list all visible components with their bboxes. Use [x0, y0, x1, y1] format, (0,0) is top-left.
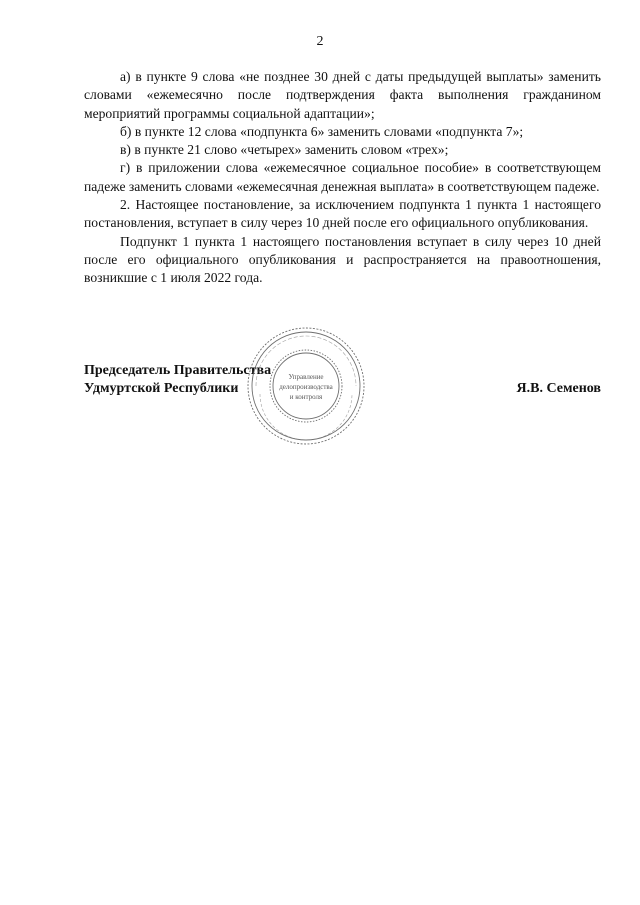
official-stamp-seal: [244, 324, 368, 448]
paragraph-amendment-a: а) в пункте 9 слова «не позднее 30 дней с даты предыдущей выплаты» заменить словами «ежемесячно после подтверждения факта выполнения гражданином мероприятий программы социальной адаптации»;: [84, 69, 601, 121]
document-body: [84, 68, 601, 288]
stamp-text-line3: и контроля: [289, 393, 323, 401]
signatory-position-line1: Председатель Правительства: [84, 363, 272, 378]
signatory-position-line2: Удмуртской Республики: [84, 381, 239, 396]
paragraph-amendment-v: в) в пункте 21 слово «четырех» заменить словом «трех»;: [120, 142, 449, 158]
page-number: 2: [316, 34, 324, 49]
signatory-name: Я.В. Семенов: [516, 381, 601, 396]
paragraph-effective-date: 2. Настоящее постановление, за исключением подпункта 1 пункта 1 настоящего постановления, вступает в силу через 10 дней после его официального опубликования.: [84, 197, 601, 231]
stamp-text-line1: Управление: [288, 373, 324, 381]
paragraph-amendment-b: б) в пункте 12 слова «подпункта 6» заменить словами «подпункта 7»;: [120, 123, 524, 139]
stamp-text-line2: делопроизводства: [279, 383, 333, 391]
paragraph-retroactive-clause: Подпункт 1 пункта 1 настоящего постановления вступает в силу через 10 дней после его официального опубликования и распространяется на правоотношения, возникшие с 1 июля 2022 года.: [84, 233, 601, 286]
paragraph-amendment-g: г) в приложении слова «ежемесячное социальное пособие» в соответствующем падеже заменить словами «ежемесячная денежная выплата» в соответствующем падеже.: [84, 160, 601, 194]
